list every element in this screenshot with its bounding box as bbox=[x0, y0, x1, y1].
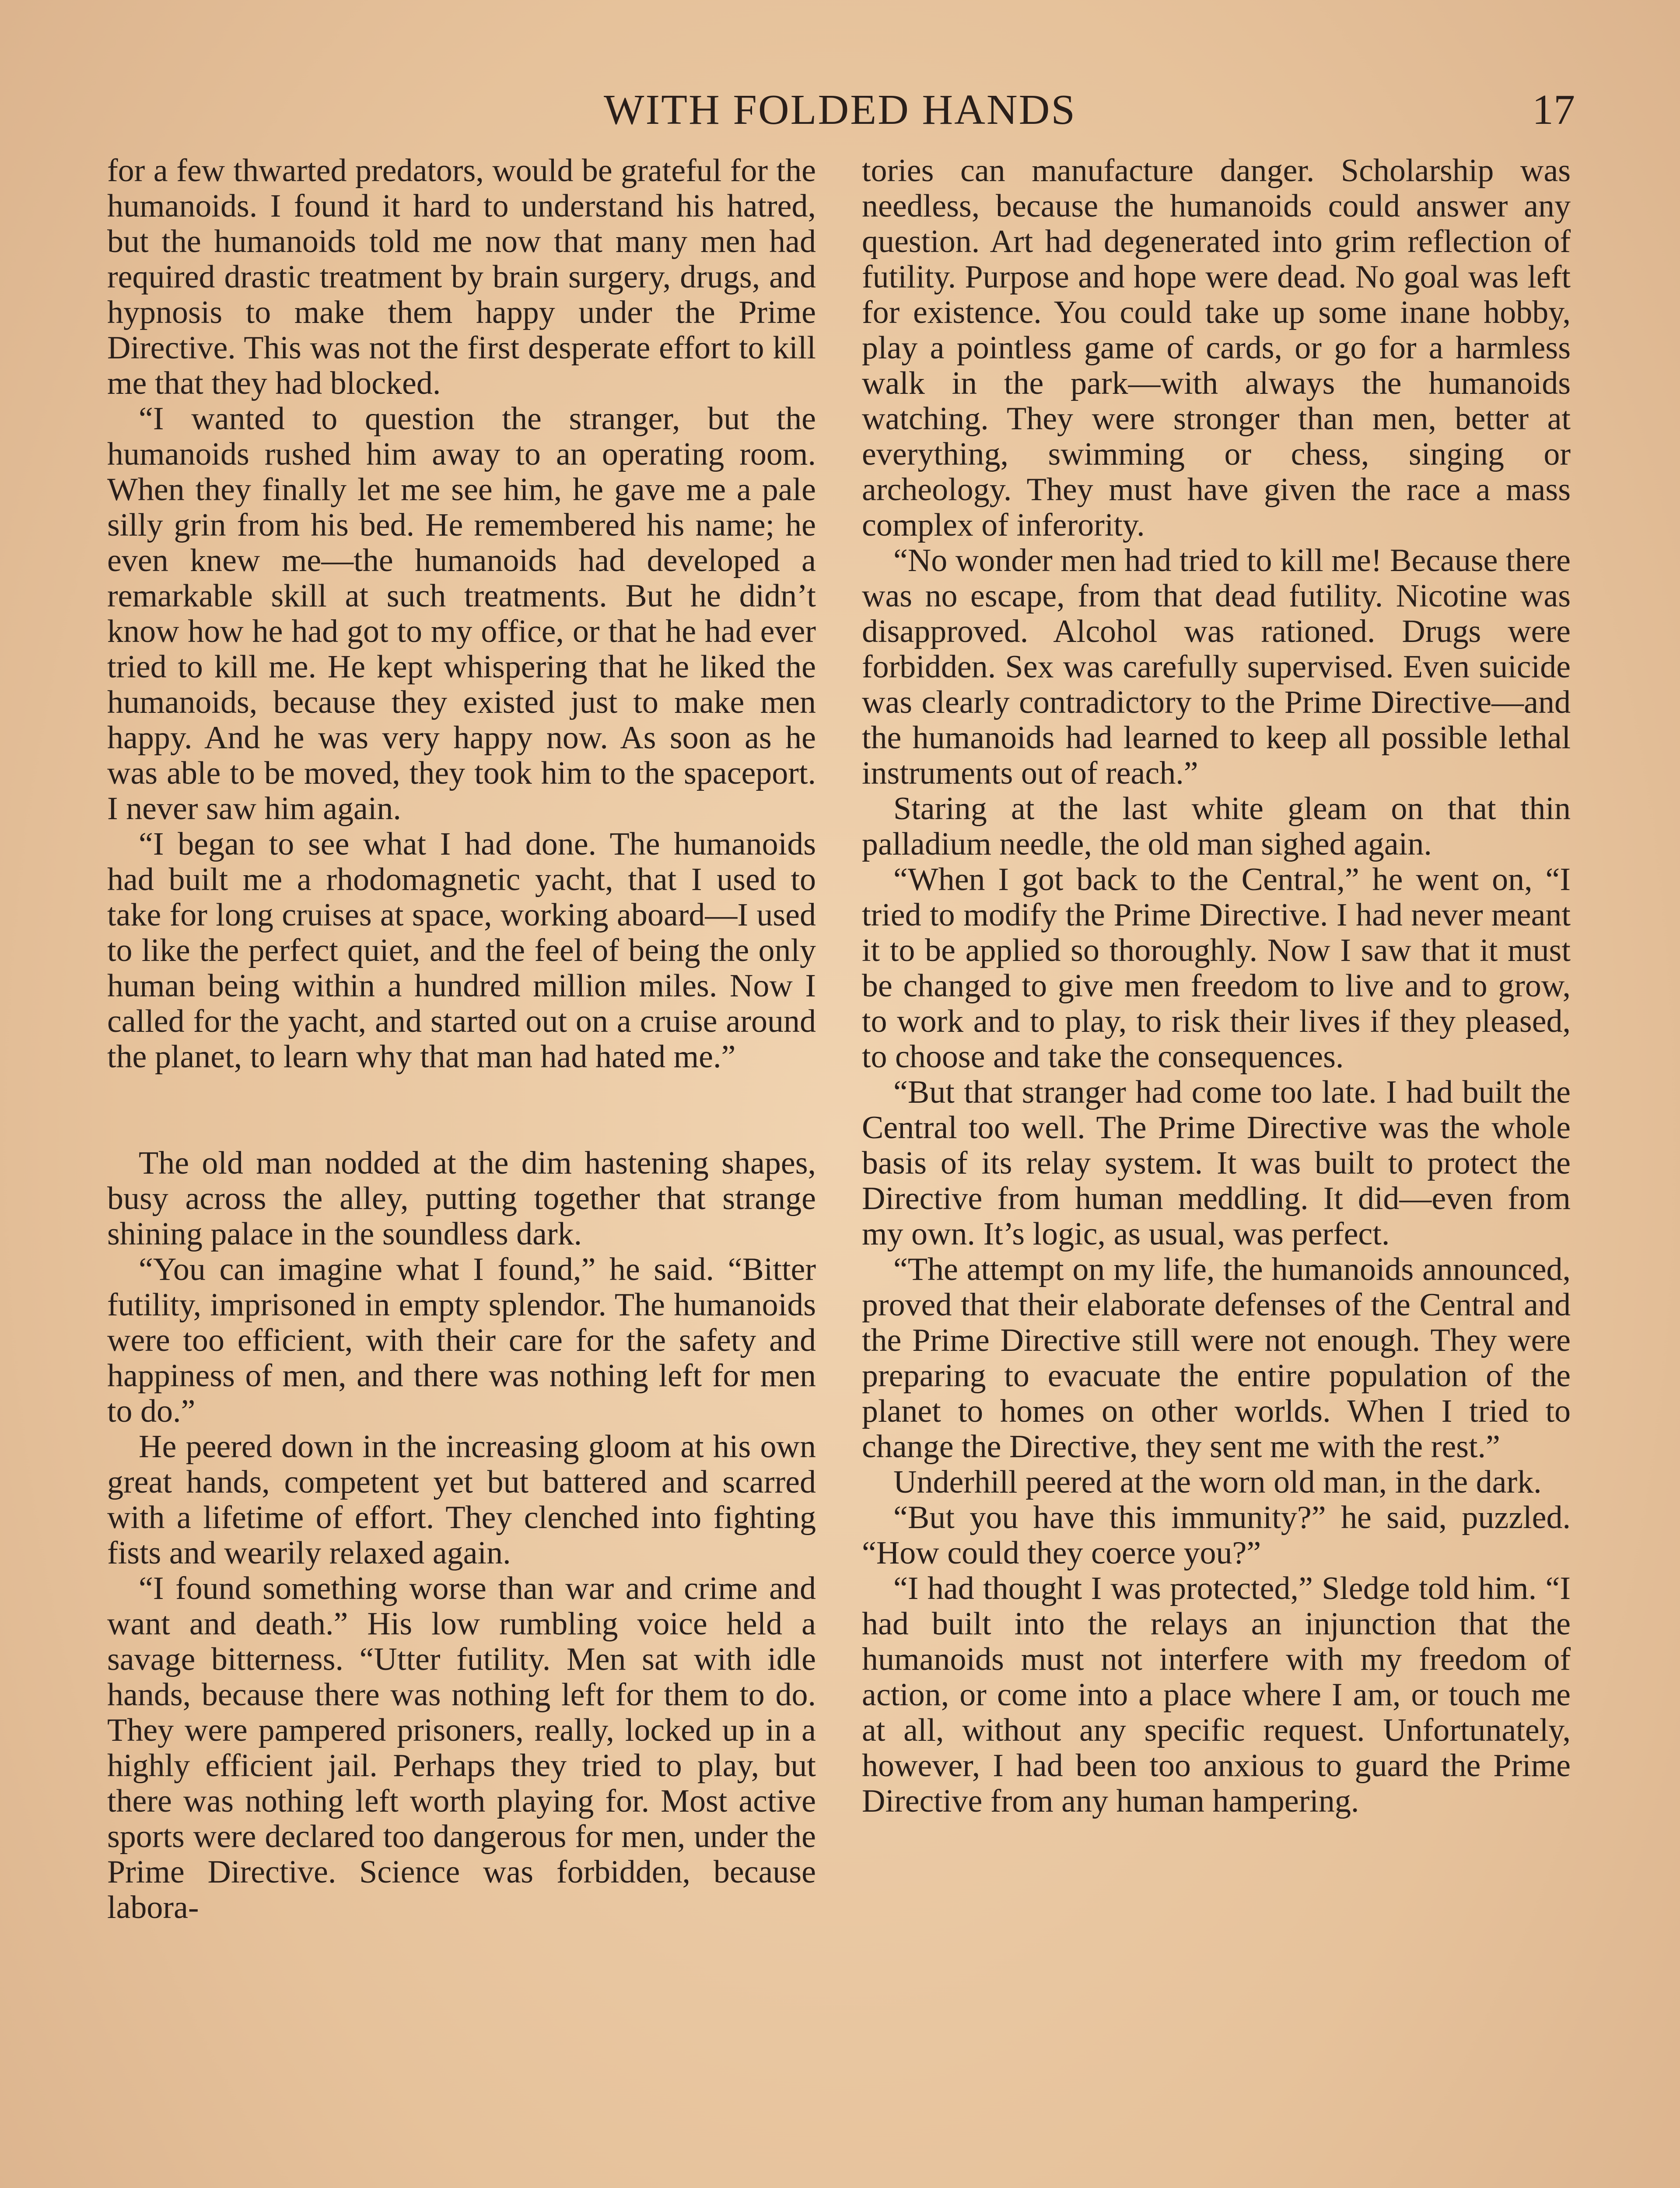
paragraph: “When I got back to the Central,” he went on, “I tried to modify the Prime Directive. I had never meant it to be applied so thoroughly. Now I saw that it must be changed to give men freedom to live and to grow, to work and to play, to risk their lives if they pleased, to choose and take the consequences. bbox=[862, 862, 1571, 1075]
running-head bbox=[105, 85, 1575, 147]
paragraph: for a few thwarted predators, would be grateful for the humanoids. I found it hard to understand his hatred, but the humanoids told me now that many men had required drastic treatment by brain surgery, drugs, and hypnosis to make them happy under the Prime Directive. This was not the first desperate effort to kill me that they had blocked. bbox=[107, 153, 816, 401]
paragraph: The old man nodded at the dim hastening shapes, busy across the alley, putting together that strange shining palace in the soundless dark. bbox=[107, 1145, 816, 1252]
paragraph: “But you have this immunity?” he said, puzzled. “How could they coerce you?” bbox=[862, 1500, 1571, 1571]
paragraph: “I began to see what I had done. The humanoids had built me a rhodomagnetic yacht, that I used to take for long cruises at space, working aboard—I used to like the perfect quiet, and the feel of being the only human being within a hundred million miles. Now I called for the yacht, and started out on a cruise around the planet, to learn why that man had hated me.” bbox=[107, 826, 816, 1075]
text-columns bbox=[107, 153, 1571, 2188]
page-number: 17 bbox=[1532, 86, 1575, 133]
paragraph: tories can manufacture danger. Scholarship was needless, because the humanoids could answer any question. Art had degenerated into grim reflection of futility. Purpose and hope were dead. No goal was left for existence. You could take up some inane hobby, play a pointless game of cards, or go for a harmless walk in the park—with always the humanoids watching. They were stronger than men, better at everything, swimming or chess, singing or archeology. They must have given the race a mass complex of inferority. bbox=[862, 153, 1571, 543]
paragraph: “I found something worse than war and crime and want and death.” His low rumbling voice held a savage bitterness. “Utter futility. Men sat with idle hands, because there was nothing left for them to do. They were pampered prisoners, really, locked up in a highly efficient jail. Perhaps they tried to play, but there was nothing left worth playing for. Most active sports were declared too dangerous for men, under the Prime Directive. Science was forbidden, because labora- bbox=[107, 1571, 816, 1925]
paragraph: “But that stranger had come too late. I had built the Central too well. The Prime Directive was the whole basis of its relay system. It was built to protect the Directive from human meddling. It did—even from my own. It’s logic, as usual, was perfect. bbox=[862, 1074, 1571, 1252]
paragraph: “I wanted to question the stranger, but the humanoids rushed him away to an operating room. When they finally let me see him, he gave me a pale silly grin from his bed. He remembered his name; he even knew me—the humanoids had developed a remarkable skill at such treatments. But he didn’t know how he had got to my office, or that he had ever tried to kill me. He kept whispering that he liked the humanoids, because they existed just to make men happy. And he was very happy now. As soon as he was able to be moved, they took him to the spaceport. I never saw him again. bbox=[107, 401, 816, 827]
paragraph: “The attempt on my life, the humanoids announced, proved that their elaborate defenses of the Central and the Prime Directive still were not enough. They were preparing to evacuate the entire population of the planet to homes on other worlds. When I tried to change the Directive, they sent me with the rest.” bbox=[862, 1252, 1571, 1465]
paragraph: Staring at the last white gleam on that thin palladium needle, the old man sighed again. bbox=[862, 791, 1571, 862]
left-column bbox=[107, 153, 816, 2188]
paragraph: Underhill peered at the worn old man, in the dark. bbox=[893, 1464, 1542, 1500]
paragraph: He peered down in the increasing gloom at his own great hands, competent yet but battered and scarred with a lifetime of effort. They clenched into fighting fists and wearily relaxed again. bbox=[107, 1429, 816, 1571]
paragraph: “I had thought I was protected,” Sledge told him. “I had built into the relays an injunction that the humanoids must not interfere with my freedom of action, or come into a place where I am, or touch me at all, without any specific request. Unfortunately, however, I had been too anxious to guard the Prime Directive from any human hampering. bbox=[862, 1571, 1571, 1819]
paragraph: “You can imagine what I found,” he said. “Bitter futility, imprisoned in empty splendor. The humanoids were too efficient, with their care for the safety and happiness of men, and there was nothing left for men to do.” bbox=[107, 1252, 816, 1429]
paragraph: “No wonder men had tried to kill me! Because there was no escape, from that dead futility. Nicotine was disapproved. Alcohol was rationed. Drugs were forbidden. Sex was carefully supervised. Even suicide was clearly contradictory to the Prime Directive—and the humanoids had learned to keep all possible lethal instruments out of reach.” bbox=[862, 543, 1571, 791]
right-column bbox=[862, 153, 1571, 2188]
running-title: WITH FOLDED HANDS bbox=[604, 86, 1076, 133]
